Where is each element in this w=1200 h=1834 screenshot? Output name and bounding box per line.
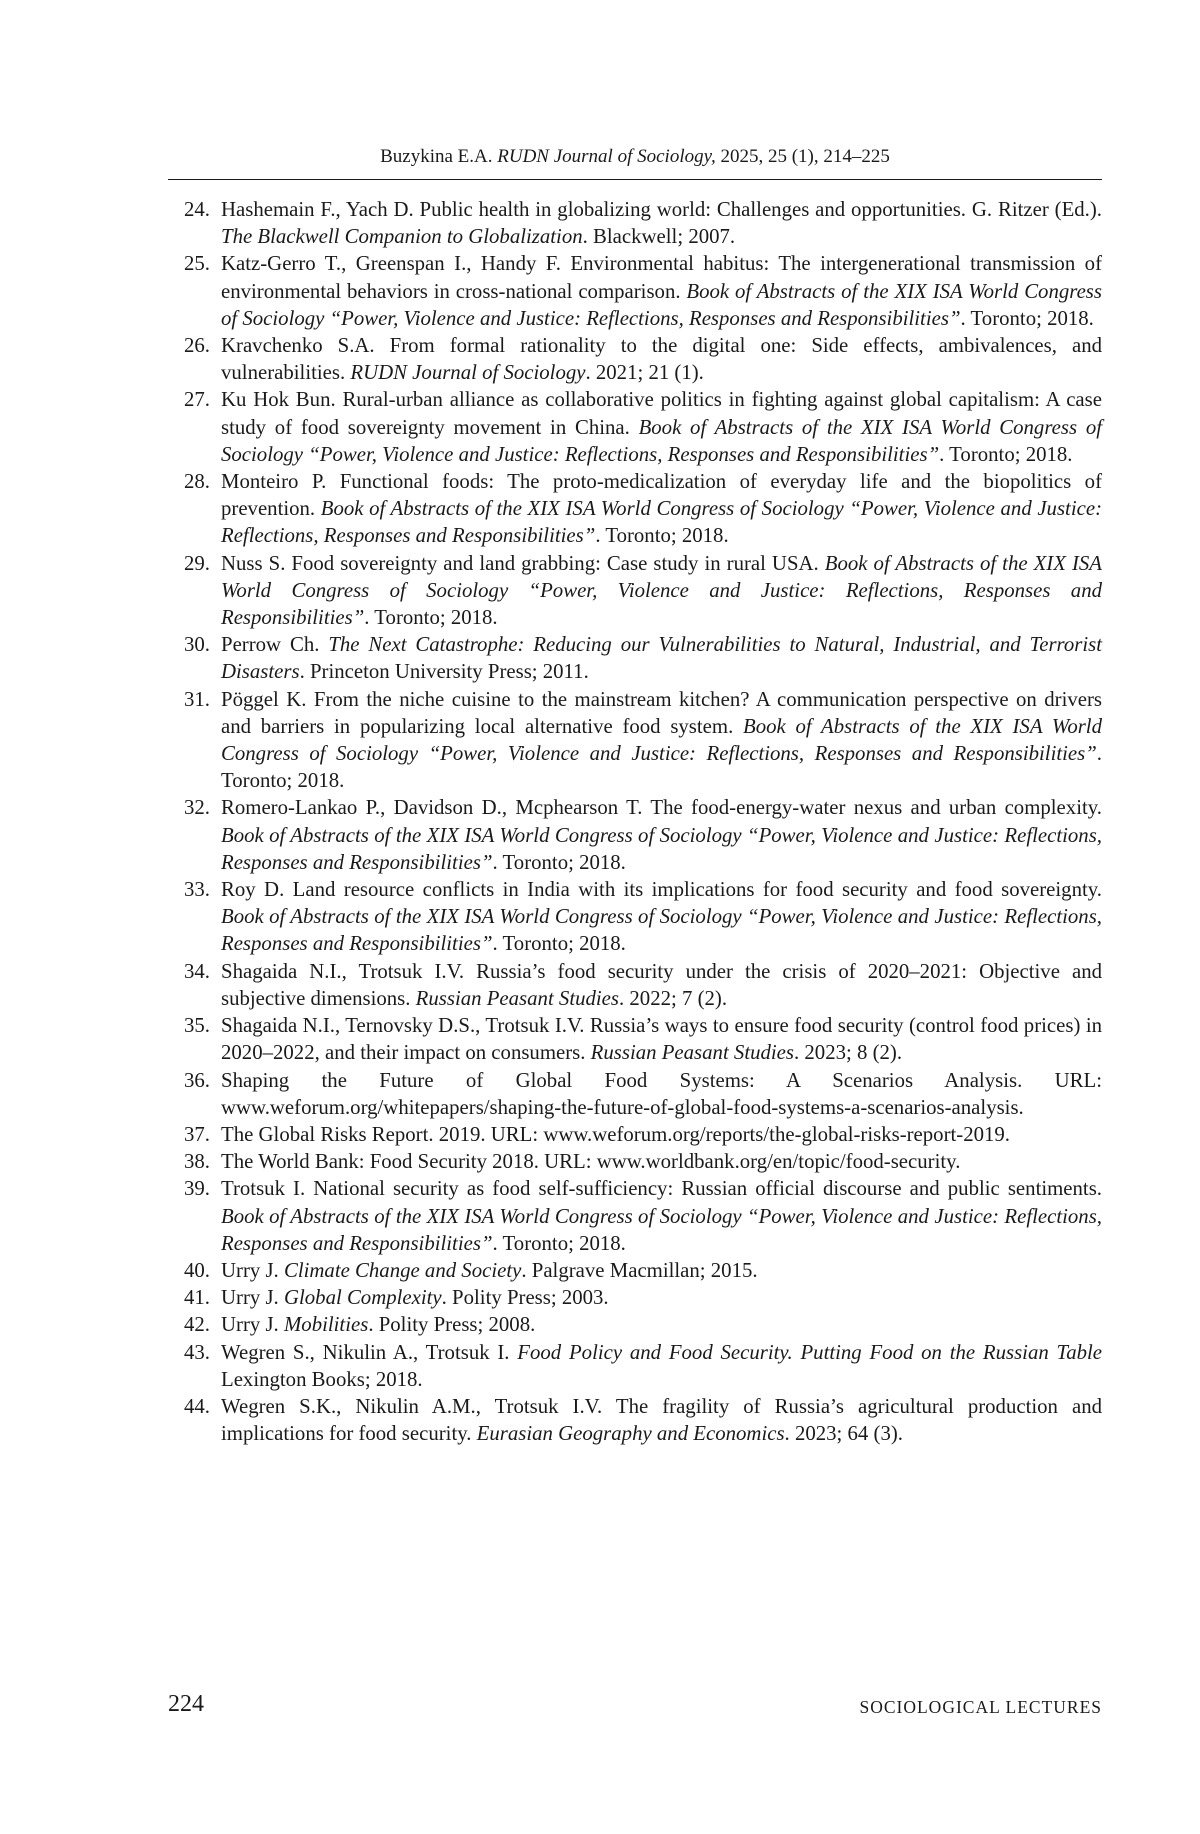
- reference-text: [221, 1259, 758, 1282]
- reference-title: The Next Catastrophe: Reducing our Vulnerabilities to Natural, Industrial, and Terrorist Disasters: [221, 633, 1102, 683]
- reference-text: [221, 1395, 1102, 1445]
- reference-number: 32.: [168, 794, 210, 821]
- reference-number: 40.: [168, 1257, 210, 1284]
- reference-segment: . 2021; 21 (1).: [585, 361, 703, 384]
- page-number: 224: [168, 1690, 204, 1718]
- reference-segment: . Blackwell; 2007.: [583, 225, 735, 248]
- reference-title: Russian Peasant Studies: [591, 1041, 794, 1064]
- reference-item: [168, 468, 1102, 550]
- reference-text: [221, 633, 1102, 683]
- reference-segment: Shagaida N.I., Ternovsky D.S., Trotsuk I.V. Russia’s ways to ensure food security (control food prices) in 2020–2022, and their impact on consumers.: [221, 1014, 1102, 1064]
- reference-segment: Katz-Gerro T., Greenspan I., Handy F. Environmental habitus: The intergenerational transmission of environmental behaviors in cross-national comparison.: [221, 252, 1102, 302]
- reference-item: [168, 686, 1102, 795]
- reference-segment: Urry J.: [221, 1259, 284, 1282]
- reference-text: [221, 688, 1102, 793]
- reference-number: 34.: [168, 958, 210, 985]
- reference-segment: Perrow Ch.: [221, 633, 328, 656]
- reference-number: 26.: [168, 332, 210, 359]
- reference-item: [168, 1284, 1102, 1311]
- reference-title: The Blackwell Companion to Globalization: [221, 225, 583, 248]
- reference-segment: Wegren S., Nikulin A., Trotsuk I.: [221, 1341, 517, 1364]
- reference-number: 33.: [168, 876, 210, 903]
- reference-text: [221, 388, 1102, 465]
- reference-segment: . Toronto; 2018.: [493, 851, 626, 874]
- reference-title: Book of Abstracts of the XIX ISA World Congress of Sociology “Power, Violence and Justice: Reflections, Responses and Responsibilities”: [221, 280, 1102, 330]
- running-head-issue: 2025, 25 (1), 214–225: [720, 146, 889, 167]
- reference-number: 42.: [168, 1311, 210, 1338]
- reference-text: [221, 1150, 960, 1173]
- reference-segment: . 2023; 8 (2).: [794, 1041, 902, 1064]
- reference-text: [221, 1313, 535, 1336]
- reference-segment: . Princeton University Press; 2011.: [300, 660, 589, 683]
- section-name: SOCIOLOGICAL LECTURES: [859, 1696, 1102, 1718]
- reference-title: Mobilities: [284, 1313, 368, 1336]
- reference-title: Global Complexity: [284, 1286, 442, 1309]
- reference-number: 38.: [168, 1148, 210, 1175]
- reference-number: 44.: [168, 1393, 210, 1420]
- reference-segment: . 2022; 7 (2).: [619, 987, 727, 1010]
- reference-item: [168, 1067, 1102, 1121]
- reference-list: [168, 196, 1102, 1447]
- reference-text: [221, 878, 1102, 955]
- reference-number: 24.: [168, 196, 210, 223]
- reference-item: [168, 1175, 1102, 1257]
- reference-segment: . Toronto; 2018.: [939, 443, 1072, 466]
- reference-title: Russian Peasant Studies: [416, 987, 619, 1010]
- reference-segment: . Toronto; 2018.: [493, 932, 626, 955]
- reference-segment: Shagaida N.I., Trotsuk I.V. Russia’s food security under the crisis of 2020–2021: Objective and subjective dimensions.: [221, 960, 1102, 1010]
- reference-text: [221, 198, 1102, 248]
- reference-text: [221, 1286, 609, 1309]
- reference-segment: Urry J.: [221, 1286, 284, 1309]
- reference-segment: Roy D. Land resource conflicts in India with its implications for food security and food sovereignty.: [221, 878, 1102, 901]
- reference-segment: . Toronto; 2018.: [961, 307, 1094, 330]
- reference-segment: Kravchenko S.A. From formal rationality to the digital one: Side effects, ambivalences, and vulnerabilities.: [221, 334, 1102, 384]
- running-head-author: Buzykina E.A.: [380, 146, 492, 167]
- reference-title: Book of Abstracts of the XIX ISA World Congress of Sociology “Power, Violence and Justice: Reflections, Responses and Responsibilities”: [221, 824, 1102, 874]
- reference-title: Food Policy and Food Security. Putting Food on the Russian Table: [517, 1341, 1102, 1364]
- reference-item: [168, 332, 1102, 386]
- reference-item: [168, 1121, 1102, 1148]
- reference-item: [168, 1257, 1102, 1284]
- reference-title: Book of Abstracts of the XIX ISA World Congress of Sociology “Power, Violence and Justice: Reflections, Responses and Responsibilities”: [221, 715, 1102, 765]
- reference-segment: . Polity Press; 2003.: [442, 1286, 609, 1309]
- reference-item: [168, 1339, 1102, 1393]
- reference-number: 36.: [168, 1067, 210, 1094]
- reference-segment: . 2023; 64 (3).: [785, 1422, 903, 1445]
- reference-segment: . Toronto; 2018.: [364, 606, 497, 629]
- header-rule: [168, 179, 1102, 180]
- running-head: [168, 146, 1102, 168]
- reference-text: [221, 1069, 1102, 1119]
- reference-segment: The World Bank: Food Security 2018. URL: www.worldbank.org/en/topic/food-security.: [221, 1150, 960, 1173]
- reference-segment: Monteiro P. Functional foods: The proto-medicalization of everyday life and the biopolitics of prevention.: [221, 470, 1102, 520]
- reference-item: [168, 386, 1102, 468]
- reference-item: [168, 196, 1102, 250]
- reference-number: 30.: [168, 631, 210, 658]
- reference-text: [221, 796, 1102, 873]
- reference-title: Book of Abstracts of the XIX ISA World Congress of Sociology “Power, Violence and Justice: Reflections, Responses and Responsibilities”: [221, 1205, 1102, 1255]
- reference-number: 25.: [168, 250, 210, 277]
- reference-number: 39.: [168, 1175, 210, 1202]
- reference-text: [221, 252, 1102, 329]
- reference-segment: . Toronto; 2018.: [221, 742, 1102, 792]
- reference-item: [168, 1012, 1102, 1066]
- reference-segment: Hashemain F., Yach D. Public health in globalizing world: Challenges and opportunities. G. Ritzer (Ed.).: [221, 198, 1102, 221]
- reference-number: 29.: [168, 550, 210, 577]
- reference-segment: Ku Hok Bun. Rural-urban alliance as collaborative politics in fighting against global capitalism: A case study of food sovereignty movement in China.: [221, 388, 1102, 438]
- reference-text: [221, 552, 1102, 629]
- reference-text: [221, 470, 1102, 547]
- reference-item: [168, 631, 1102, 685]
- reference-number: 41.: [168, 1284, 210, 1311]
- running-head-journal: RUDN Journal of Sociology,: [497, 146, 715, 167]
- reference-text: [221, 1177, 1102, 1254]
- reference-number: 27.: [168, 386, 210, 413]
- reference-item: [168, 1311, 1102, 1338]
- reference-segment: Nuss S. Food sovereignty and land grabbing: Case study in rural USA.: [221, 552, 825, 575]
- reference-item: [168, 958, 1102, 1012]
- reference-segment: Shaping the Future of Global Food Systems: A Scenarios Analysis. URL: www.weforum.org/whitepapers/shaping-the-future-of-global-food-systems-a-scenarios-analysis.: [221, 1069, 1102, 1119]
- reference-item: [168, 876, 1102, 958]
- reference-segment: Pöggel K. From the niche cuisine to the mainstream kitchen? A communication perspective on drivers and barriers in popularizing local alternative food system.: [221, 688, 1102, 738]
- reference-item: [168, 1148, 1102, 1175]
- reference-number: 31.: [168, 686, 210, 713]
- reference-text: [221, 960, 1102, 1010]
- reference-segment: . Palgrave Macmillan; 2015.: [521, 1259, 757, 1282]
- reference-segment: Lexington Books; 2018.: [221, 1368, 423, 1391]
- reference-title: Book of Abstracts of the XIX ISA World Congress of Sociology “Power, Violence and Justice: Reflections, Responses and Responsibilities”: [221, 552, 1102, 629]
- reference-segment: Trotsuk I. National security as food self-sufficiency: Russian official discourse and public sentiments.: [221, 1177, 1102, 1200]
- reference-item: [168, 1393, 1102, 1447]
- reference-text: [221, 1014, 1102, 1064]
- reference-segment: . Toronto; 2018.: [595, 524, 728, 547]
- reference-segment: Romero-Lankao P., Davidson D., Mcphearson T. The food-energy-water nexus and urban complexity.: [221, 796, 1102, 819]
- reference-segment: . Toronto; 2018.: [493, 1232, 626, 1255]
- reference-title: Eurasian Geography and Economics: [477, 1422, 785, 1445]
- reference-title: RUDN Journal of Sociology: [350, 361, 585, 384]
- reference-segment: Urry J.: [221, 1313, 284, 1336]
- reference-segment: Wegren S.K., Nikulin A.M., Trotsuk I.V. The fragility of Russia’s agricultural production and implications for food security.: [221, 1395, 1102, 1445]
- reference-title: Book of Abstracts of the XIX ISA World Congress of Sociology “Power, Violence and Justice: Reflections, Responses and Responsibilities”: [221, 497, 1102, 547]
- reference-title: Book of Abstracts of the XIX ISA World Congress of Sociology “Power, Violence and Justice: Reflections, Responses and Responsibilities”: [221, 416, 1102, 466]
- reference-number: 37.: [168, 1121, 210, 1148]
- reference-text: [221, 334, 1102, 384]
- reference-item: [168, 794, 1102, 876]
- reference-segment: The Global Risks Report. 2019. URL: www.weforum.org/reports/the-global-risks-report-2019.: [221, 1123, 1010, 1146]
- reference-number: 35.: [168, 1012, 210, 1039]
- reference-text: [221, 1341, 1102, 1391]
- reference-item: [168, 550, 1102, 632]
- reference-text: [221, 1123, 1010, 1146]
- reference-number: 28.: [168, 468, 210, 495]
- reference-number: 43.: [168, 1339, 210, 1366]
- reference-segment: . Polity Press; 2008.: [368, 1313, 535, 1336]
- reference-item: [168, 250, 1102, 332]
- reference-title: Book of Abstracts of the XIX ISA World Congress of Sociology “Power, Violence and Justice: Reflections, Responses and Responsibilities”: [221, 905, 1102, 955]
- reference-title: Climate Change and Society: [284, 1259, 521, 1282]
